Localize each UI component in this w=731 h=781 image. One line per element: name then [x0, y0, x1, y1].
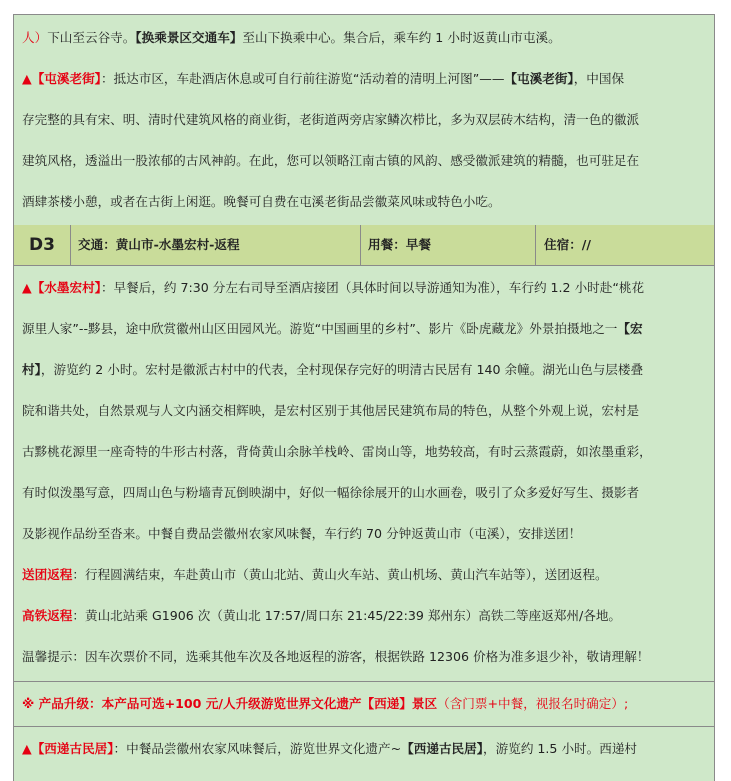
day-header-row	[14, 225, 714, 265]
hongcun-section	[14, 267, 714, 677]
day-label: D3	[29, 235, 55, 255]
xidi-line-1	[22, 728, 706, 769]
line-head: 人）	[22, 30, 48, 45]
upgrade-text: 产品升级：本产品可选+100 元/人升级游览世界文化遗产【西递】景区	[34, 696, 438, 711]
tunxi-text: ：抵达市区，车赴酒店休息或可自行前往游览“活动着的清明上河图”——	[100, 71, 505, 86]
tunxi-line-4: 酒肆茶楼小憩，或者在古街上闲逛。晚餐可自费在屯溪老街品尝徽菜风味或特色小吃。	[22, 194, 501, 209]
itinerary-table	[13, 14, 715, 781]
hongcun-line-5: 古黟桃花源里一座奇特的牛形古村落，背倚黄山余脉羊栈岭、雷岗山等，地势较高，有时云蒸霞蔚，如浓墨重彩，	[22, 444, 652, 459]
triangle-icon: ▲	[22, 741, 32, 756]
send-off-label: 送团返程	[22, 567, 73, 582]
divider	[14, 726, 714, 727]
send-off-text: ：行程圆满结束，车赴黄山市（黄山北站、黄山火车站、黄山机场、黄山汽车站等），送团返程。	[72, 567, 608, 582]
tunxi-highlight: 【屯溪老街】	[504, 71, 574, 86]
hongcun-line-7: 及影视作品纷至沓来。中餐自费品尝徽州农家风味餐，车行约 70 分钟返黄山市（屯溪），安排送团！	[22, 526, 582, 541]
xidi-text: ：中餐品尝徽州农家风味餐后，游览世界文化遗产~	[113, 741, 402, 756]
meal-info: 用餐：早餐	[368, 237, 431, 252]
tunxi-text-end: ，中国保	[573, 71, 625, 86]
tip-line: 温馨提示：因车次票价不同，选乘其他车次及各地返程的游客，根据铁路 12306 价格为准多退少补，敬请理解！	[22, 649, 650, 664]
divider	[535, 225, 536, 265]
note-icon: ※	[22, 696, 35, 711]
hongcun-title: 【水墨宏村】	[31, 280, 101, 295]
upgrade-note: （含门票+中餐，视报名时确定）;	[437, 696, 629, 711]
hongcun-text: ：早餐后，约 7:30 分左右司导至酒店接团（具体时间以导游通知为准），车行约 1.2 小时赴“桃花	[100, 280, 645, 295]
divider	[360, 225, 361, 265]
send-off-line	[22, 554, 706, 595]
stay-info: 住宿：//	[544, 237, 591, 252]
descent-text-end: 至山下换乘中心。集合后，乘车约 1 小时返黄山市屯溪。	[242, 30, 561, 45]
triangle-icon: ▲	[22, 280, 32, 295]
tunxi-line-3: 建筑风格，透溢出一股浓郁的古风神韵。在此，您可以领略江南古镇的风韵、感受徽派建筑的精髓，也可驻足在	[22, 153, 640, 168]
hongcun-line-4: 院和谐共处，自然景观与人文内涵交相辉映，是宏村区别于其他居民建筑布局的特色，从整个外观上说，宏村是	[22, 403, 640, 418]
xidi-highlight: 【西递古民居】	[401, 741, 484, 756]
shuttle-highlight: 【换乘景区交通车】	[135, 30, 243, 45]
hongcun-line-3	[22, 349, 706, 390]
hongcun-line-6: 有时似泼墨写意，四周山色与粉墙青瓦倒映湖中，好似一幅徐徐展开的山水画卷，吸引了众多爱好写生、摄影者	[22, 485, 640, 500]
traffic-info: 交通：黄山市-水墨宏村-返程	[78, 237, 240, 252]
tunxi-section	[14, 17, 714, 222]
hongcun-highlight: 村】	[22, 362, 41, 377]
train-line	[22, 595, 706, 636]
divider	[14, 681, 714, 682]
tunxi-line-2: 存完整的具有宋、明、清时代建筑风格的商业街，老街道两旁店家鳞次栉比，多为双层砖木结构，清一色的徽派	[22, 112, 640, 127]
xidi-title: 【西递古民居】	[31, 741, 114, 756]
divider	[14, 265, 714, 266]
hongcun-text: 源里人家”--黟县，途中欣赏徽州山区田园风光。游览“中国画里的乡村”、影片《卧虎藏龙》外景拍摄地之一	[22, 321, 618, 336]
tunxi-title: 【屯溪老街】	[31, 71, 101, 86]
xidi-text-end: ，游览约 1.5 小时。西递村	[483, 741, 638, 756]
xidi-section	[14, 728, 714, 769]
descent-text: 下山至云谷寺。	[47, 30, 136, 45]
upgrade-line	[22, 683, 706, 724]
hongcun-highlight: 【宏	[617, 321, 643, 336]
hongcun-line-1	[22, 267, 706, 308]
train-text: ：黄山北站乘 G1906 次（黄山北 17:57/周口东 21:45/22:39 郑州东）高铁二等座返郑州/各地。	[72, 608, 622, 623]
upgrade-section	[14, 683, 714, 724]
hongcun-line-2	[22, 308, 706, 349]
train-label: 高铁返程	[22, 608, 73, 623]
tunxi-line-1	[22, 58, 706, 99]
divider	[70, 225, 71, 265]
descent-line	[22, 17, 706, 58]
triangle-icon: ▲	[22, 71, 32, 86]
hongcun-text: ，游览约 2 小时。宏村是徽派古村中的代表，全村现保存完好的明清古民居有 140 余幢。湖光山色与层楼叠	[40, 362, 644, 377]
